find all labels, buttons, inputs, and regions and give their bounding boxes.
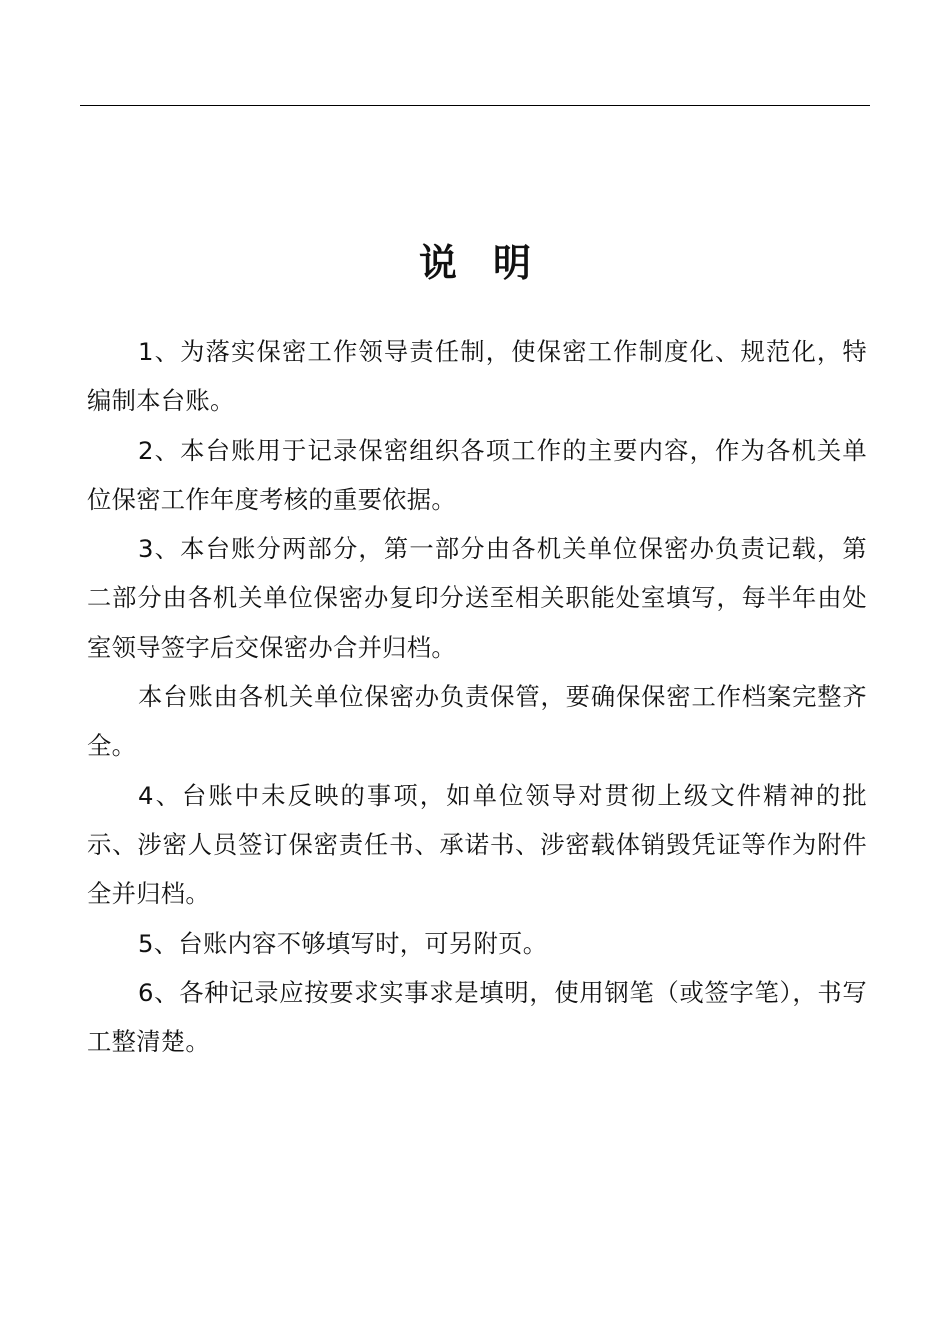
paragraph-5: 5、台账内容不够填写时，可另附页。: [138, 928, 548, 958]
paragraph-4: 4、台账中未反映的事项，如单位领导对贯彻上级文件精神的批示、涉密人员签订保密责任书、承诺书、涉密载体销毁凭证等作为附件全并归档。: [87, 780, 867, 909]
paragraph-2: 2、本台账用于记录保密组织各项工作的主要内容，作为各机关单位保密工作年度考核的重要依据。: [87, 435, 867, 514]
page-title: 说明: [418, 241, 567, 286]
paragraph-3-note: 本台账由各机关单位保密办负责保管，要确保保密工作档案完整齐全。: [87, 682, 867, 761]
header-rule: [80, 105, 870, 106]
document-body: [87, 327, 867, 1066]
paragraph-6: 6、各种记录应按要求实事求是填明，使用钢笔（或签字笔），书写工整清楚。: [87, 977, 867, 1057]
paragraph-1: 1、为落实保密工作领导责任制，使保密工作制度化、规范化，特编制本台账。: [87, 337, 867, 416]
paragraph-3: 3、本台账分两部分，第一部分由各机关单位保密办负责记载，第二部分由各机关单位保密办复印分送至相关职能处室填写，每半年由处室领导签字后交保密办合并归档。: [87, 534, 867, 662]
